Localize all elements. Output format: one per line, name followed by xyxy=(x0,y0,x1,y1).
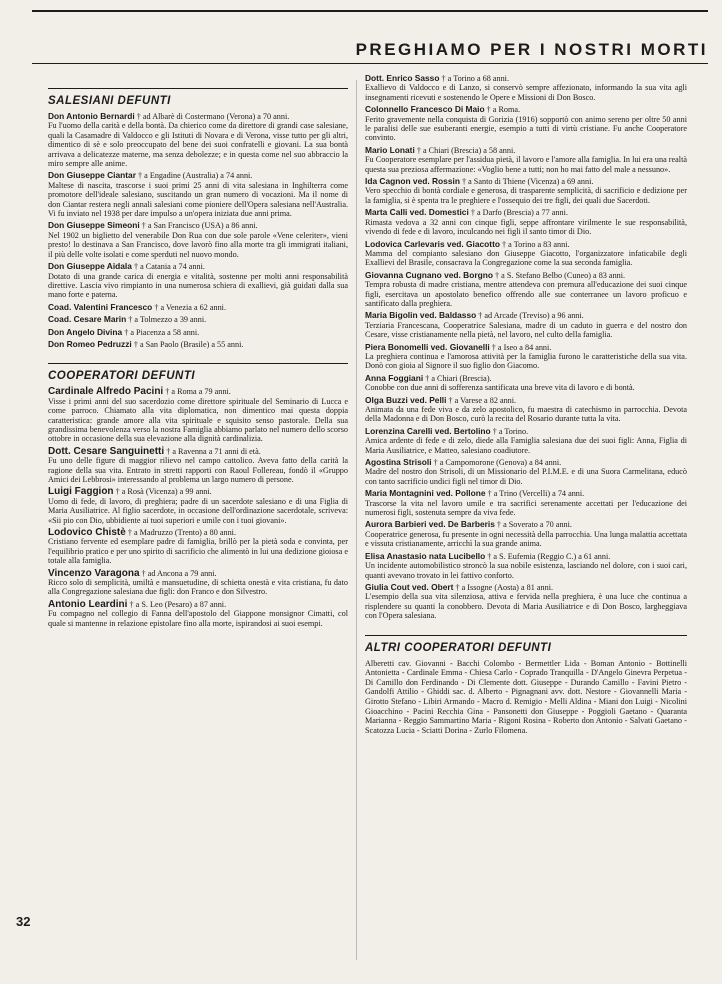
obituary-entry xyxy=(365,146,687,174)
obituary-entry xyxy=(365,271,687,309)
death-details: † a Darfo (Brescia) a 77 anni. xyxy=(470,208,568,218)
obituary-entry xyxy=(365,583,687,621)
deceased-name: Don Giuseppe Aidala xyxy=(48,261,132,272)
obituary-text: Mamma del compianto salesiano don Giuseppe Giacotto, l'organizzatore infaticabile degli Exallievi del Brasile, consacrava la Congregazione come la sua seconda famiglia. xyxy=(365,248,687,268)
deceased-name: Antonio Leardini xyxy=(48,598,128,610)
obituary-text: Ferito gravemente nella conquista di Gorizia (1916) sopportò con animo sereno per oltre 50 anni le paralisi delle sue esuberanti energie, esempio a tutti di virtù cristiane. Fu anche Cooperatore convinto. xyxy=(365,114,687,143)
obituary-text: Terziaria Francescana, Cooperatrice Salesiana, madre di un caduto in guerra e del nostro don Cesare, visse cristianamente nella pietà, nel lavoro, nel culto della famiglia. xyxy=(365,320,687,340)
deceased-name: Giulia Cout ved. Obert xyxy=(365,581,454,592)
cooperatori-list-continued xyxy=(365,74,687,621)
deceased-name: Don Giuseppe Simeoni xyxy=(48,220,140,231)
obituary-entry xyxy=(48,569,348,597)
obituary-entry xyxy=(48,171,348,218)
obituary-text: Conobbe con due anni di sofferenza santificata una breve vita di lavoro e di bontà. xyxy=(365,383,635,393)
deceased-name: Olga Buzzi ved. Pelli xyxy=(365,394,447,405)
obituary-entry xyxy=(365,427,687,455)
death-details: † a Madruzzo (Trento) a 80 anni. xyxy=(127,528,236,538)
deceased-name: Don Antonio Bernardi xyxy=(48,111,135,121)
cooperatori-list xyxy=(48,387,348,628)
obituary-entry xyxy=(48,112,348,168)
obituary-entry xyxy=(48,315,348,324)
right-column xyxy=(365,74,687,974)
death-details: † a Issogne (Aosta) a 81 anni. xyxy=(455,582,554,592)
obituary-text: Uomo di fede, di lavoro, di preghiera; padre di un sacerdote salesiano e di una Figlia di Maria Ausiliatrice. Al figlio sacerdote, in occasione dell'ordinazione sacerdotale, scriveva: «Sii pio con Dio, ubbidiente ai tuoi superiori e umile con i tuoi giovani». xyxy=(48,496,348,525)
obituary-text: Vero specchio di bontà cordiale e generosa, di trasparente semplicità, di sacrificio e dedizione per la famiglia, si è spenta tra le preghiere e l'ossequio dei tre figli, dei quali due Sacerdoti. xyxy=(365,186,687,205)
obituary-text: Trascorse la vita nel lavoro umile e tra sacrifici serenamente accettati per l'educazione dei numerosi figli, sostenuta sempre da viva fede. xyxy=(365,498,687,518)
obituary-text: Fu compagno nel collegio di Fanna dell'apostolo del Giappone monsignor Cimatti, col quale si mantenne in relazione epistolare fino alla morte, ispirandosi ai suoi esempi. xyxy=(48,609,348,628)
death-details: † a Trino (Vercelli) a 74 anni. xyxy=(487,489,585,499)
death-details: † a San Francisco (USA) a 86 anni. xyxy=(141,221,258,231)
obituary-entry xyxy=(365,105,687,143)
deceased-name: Don Romeo Pedruzzi xyxy=(48,338,132,349)
obituary-text: Cristiano fervente ed esemplare padre di famiglia, brillò per la pietà soda e convinta, per l'equilibrio pratico e per uno spirito di sacrificio che alimentò in lui una dedizione gioiosa e totale alla famiglia. xyxy=(48,537,348,566)
obituary-text: L'esempio della sua vita silenziosa, attiva e fervida nella preghiera, è una luce che continua a risplendere su quanti la conobbero. Devota di Maria Ausiliatrice e di Don Bosco, largheggiava con l'Opera salesiana. xyxy=(365,592,687,621)
death-details: † ad Ancona a 79 anni. xyxy=(141,568,217,578)
deceased-name: Agostina Strisoli xyxy=(365,457,432,468)
obituary-text: Nel 1902 un biglietto del venerabile Don Rua con due sole parole «Vene celeriter», vieni presto! lo destinava a San Francisco, dove lavorò fino alla morte tra gli immigrati italiani, il più delle volte isolati e come sperduti nel nuovo mondo. xyxy=(48,230,348,259)
obituary-entry xyxy=(48,447,348,485)
page-header xyxy=(32,10,708,70)
obituary-text: Ricco solo di semplicità, umiltà e mansuetudine, di schietta onestà e vita cristiana, fu dato alla Congregazione salesiana due figli: don Franco e don Silvestro. xyxy=(48,578,348,597)
obituary-entry xyxy=(365,520,687,548)
death-details: † a Torino a 68 anni. xyxy=(441,74,510,83)
obituary-entry xyxy=(365,552,687,580)
death-details: † ad Albarè di Costermano (Verona) a 70 anni. xyxy=(136,112,290,121)
deceased-name: Elisa Anastasio nata Lucibello xyxy=(365,550,486,561)
deceased-name: Maria Montagnini ved. Pollone xyxy=(365,488,486,499)
obituary-entry xyxy=(365,343,687,371)
deceased-name: Piera Bonomelli ved. Giovanelli xyxy=(365,341,490,352)
death-details: † a San Paolo (Brasile) a 55 anni. xyxy=(133,339,244,349)
salesiani-list xyxy=(48,112,348,349)
death-details: † a Campomorone (Genova) a 84 anni. xyxy=(433,458,562,468)
death-details: † a Tolmezzo a 39 anni. xyxy=(128,315,207,325)
deceased-name: Coad. Cesare Marin xyxy=(48,314,127,325)
obituary-text: Madre del nostro don Strisoli, di un Missionario del P.I.M.E. e di una Suora Carmelitana, educò con tanto sacrificio undici figli nel timor di Dio. xyxy=(365,467,687,486)
death-details: † a Roma a 79 anni. xyxy=(165,387,231,397)
obituary-entry xyxy=(48,600,348,628)
death-details: † a Roma. xyxy=(486,105,521,115)
deceased-name: Don Giuseppe Ciantar xyxy=(48,170,136,181)
deceased-name: Lorenzina Carelli ved. Bertolino xyxy=(365,425,491,436)
deceased-name: Luigi Faggion xyxy=(48,486,114,498)
deceased-name: Don Angelo Divina xyxy=(48,326,123,337)
death-details: † a Soverato a 70 anni. xyxy=(496,520,572,530)
obituary-text: Fu uno delle figure di maggior rilievo nel campo cattolico. Aveva fatto della carità la ragione della sua vita. Entrato in stretti rapporti con Raoul Follereau, fondò il «Gruppo Amici dei Lebbrosi» interessando al problema un largo numero di persone. xyxy=(48,456,348,484)
deceased-name: Mario Lonati xyxy=(365,144,415,155)
deceased-name: Lodovico Chistè xyxy=(48,527,126,539)
death-details: † a Torino. xyxy=(492,426,529,436)
death-details: † ad Arcade (Treviso) a 96 anni. xyxy=(478,311,584,321)
section-title-salesiani: SALESIANI DEFUNTI xyxy=(48,88,348,108)
deceased-name: Coad. Valentini Francesco xyxy=(48,301,153,312)
obituary-entry xyxy=(48,262,348,300)
left-column xyxy=(48,74,348,974)
deceased-name: Vincenzo Varagona xyxy=(48,567,140,579)
obituary-text: La preghiera continua e l'amorosa attività per la famiglia furono le caratteristiche della sua vita. Donò con gioia al Signore il suo figlio don Giacomo. xyxy=(365,351,687,371)
page-number: 32 xyxy=(16,914,31,929)
obituary-text: Animata da una fede viva e da zelo apostolico, fu maestra di catechismo in parrocchia. Devota della Madonna e di Don Bosco, curò la recita del Rosario durante tutta la vita. xyxy=(365,405,687,424)
death-details: † a Varese a 82 anni. xyxy=(448,395,517,405)
obituary-text: Cooperatrice generosa, fu presente in ogni necessità della parrocchia. Una lunga malattia accettata e vissuta cristianamente, arricchì la sua grande anima. xyxy=(365,529,687,549)
death-details: † a Venezia a 62 anni. xyxy=(154,302,226,312)
death-details: † a Chiari (Brescia). xyxy=(425,373,492,383)
header-rule xyxy=(32,63,708,64)
death-details: † a Torino a 83 anni. xyxy=(502,239,570,249)
death-details: † a S. Leo (Pesaro) a 87 anni. xyxy=(129,599,227,609)
obituary-text: Visse i primi anni del suo sacerdozio come direttore spirituale del Seminario di Lucca e come parroco. Chiamato alla vita diplomatica, non dimentico mai questa doppia caratteristica: grande amore alla vita spirituale e squisito senso pastorale. Della sua grandissima benevolenza verso la nostra Famiglia abbiamo parlato nel numero dello scorso ottobre in occasione della sua elevazione alla dignità cardinalizia. xyxy=(48,396,348,444)
deceased-name: Dott. Cesare Sanguinetti xyxy=(48,445,165,457)
deceased-name: Ida Cagnon ved. Rossin xyxy=(365,176,460,187)
obituary-entry xyxy=(365,208,687,236)
death-details: † a Piacenza a 58 anni. xyxy=(124,327,200,337)
obituary-text: Maltese di nascita, trascorse i suoi primi 25 anni di vita salesiana in Inghilterra come promotore dell'ideale salesiano, suscitando un gran numero di vocazioni. Ma il nome di don Ciantar restera negli annali salesiani come pioniere dell'Opera salesiana nell'Australia. Vi fu inviato nel 1938 per dare impulso a un'opera iniziata due anni prima. xyxy=(48,180,348,219)
death-details: † a Engadine (Australia) a 74 anni. xyxy=(138,171,253,181)
death-details: † a Chiari (Brescia) a 58 anni. xyxy=(416,145,516,155)
death-details: † a Santo di Thiene (Vicenza) a 69 anni. xyxy=(461,177,594,187)
obituary-entry xyxy=(48,340,348,349)
obituary-entry xyxy=(365,74,687,102)
obituary-text: Fu l'uomo della carità e della bontà. Da chierico come da direttore di grandi case salesiane, quali la Casamadre di Valdocco e gli Istituti di Novara e di Verona, visse tutto per gli altri, dimentico di sè e solo preoccupato del bene dei suoi confratelli e giovani. La sua bontà arrivava a delicatezze materne, ma senza debolezze; e in questa come nel suo abbraccio la miro sempre alle anime. xyxy=(48,121,348,169)
deceased-name: Colonnello Francesco Di Maio xyxy=(365,104,485,115)
obituary-text: Amica ardente di fede e di zelo, diede alla Famiglia salesiana due dei suoi figli: Anna, Figlia di Maria Ausiliatrice, e Matteo, salesiano coadiutore. xyxy=(365,436,687,455)
deceased-name: Anna Foggiani xyxy=(365,372,424,383)
obituary-text: Rimasta vedova a 32 anni con cinque figli, seppe affrontare virilmente le sue responsabilità, vivendo di fede e di lavoro, inculcando nei figli il santo timor di Dio. xyxy=(365,217,687,237)
deceased-name: Marta Calli ved. Domestici xyxy=(365,207,469,218)
obituary-entry xyxy=(48,328,348,337)
obituary-text: Un incidente automobilistico stroncò la sua nobile esistenza, lasciando nel dolore, con i suoi cari, quanti avevano trovato in lei fattivo conforto. xyxy=(365,561,687,580)
obituary-entry xyxy=(365,458,687,486)
obituary-text: Dotato di una grande carica di energia e vitalità, sostenne per molti anni responsabilità direttive. Lascia vivo rimpianto in una numerosa schiera di exallievi, già guidati dalla sua mano forte e paterna. xyxy=(48,271,348,300)
deceased-name: Maria Bigolin ved. Baldasso xyxy=(365,310,477,321)
obituary-entry xyxy=(48,221,348,259)
deceased-name: Giovanna Cugnano ved. Borgno xyxy=(365,269,493,280)
deceased-name: Dott. Enrico Sasso xyxy=(365,74,440,83)
deceased-name: Lodovica Carlevaris ved. Giacotto xyxy=(365,238,500,249)
section-title-altri: ALTRI COOPERATORI DEFUNTI xyxy=(365,635,687,655)
obituary-entry xyxy=(365,489,687,517)
obituary-entry xyxy=(48,487,348,525)
obituary-entry xyxy=(365,396,687,424)
obituary-text: Exallievo di Valdocco e di Lanzo, si conservò sempre affezionato, informando la sua vita agli insegnamenti ricevuti e sostenendo le Opere e Missioni di Don Bosco. xyxy=(365,83,687,102)
death-details: † a Rosà (Vicenza) a 99 anni. xyxy=(115,487,212,497)
obituary-entry xyxy=(48,387,348,443)
column-divider xyxy=(356,80,357,960)
obituary-text: Tempra robusta di madre cristiana, mentre attendeva con premura all'educazione dei suoi cinque figli, esercitava un apostolato benefico offrendo alle sue conterranee un lavoro proficuo e santificato dalla preghiera. xyxy=(365,280,687,308)
death-details: † a Iseo a 84 anni. xyxy=(491,342,552,352)
death-details: † a S. Stefano Belbo (Cuneo) a 83 anni. xyxy=(495,270,626,280)
obituary-entry xyxy=(48,303,348,312)
deceased-name: Cardinale Alfredo Pacini xyxy=(48,386,164,398)
obituary-entry xyxy=(365,311,687,339)
deceased-name: Aurora Barbieri ved. De Barberis xyxy=(365,519,495,530)
obituary-entry xyxy=(365,240,687,268)
obituary-entry xyxy=(365,374,687,393)
obituary-text: Fu Cooperatore esemplare per l'assidua pietà, il lavoro e l'amore alla famiglia. In lui era una realtà questa sua preziosa affermazione: «Voglio bene a tutti; non ho mai fatto del male a nessuno». xyxy=(365,155,687,174)
obituary-entry xyxy=(365,177,687,205)
death-details: † a Catania a 74 anni. xyxy=(133,262,205,272)
obituary-entry xyxy=(48,528,348,566)
page-title: PREGHIAMO PER I NOSTRI MORTI xyxy=(355,40,708,59)
death-details: † a Ravenna a 71 anni di età. xyxy=(166,446,261,456)
section-title-cooperatori: COOPERATORI DEFUNTI xyxy=(48,363,348,383)
death-details: † a S. Eufemia (Reggio C.) a 61 anni. xyxy=(487,551,611,561)
altri-cooperatori-text: Alberetti cav. Giovanni - Bacchi Colombo - Bermettler Lida - Boman Antonio - Bottinelli Antonietta - Cardinale Emma - Chiesa Carlo - Coprado Tranquilla - D'Angelo Ginevra Perpetua - Di Camillo don Ferdinando - Di Clemente dott. Giuseppe - Durando Camillo - Favini Pietro - Gandolfi Attilio - Ghiddi sac. d. Alberto - Pignagnani avv. dott. Nestore - Giovannelli Maria - Girotto Stefano - Libiri Armando - Macro d. Remigio - Melli Aldina - Miani don Luigi - Nicolini Gioacchino - Pacini Recchia Gina - Pansonetti don Giuseppe - Poggioli Gaetano - Quaranta Marianna - Reggio Sammartino Maria - Rigoni Rosina - Roberto don Antonio - Salvati Gaetano - Scatozza Lucia - Sciatti Dorina - Zurlo Filomena. xyxy=(365,658,687,735)
